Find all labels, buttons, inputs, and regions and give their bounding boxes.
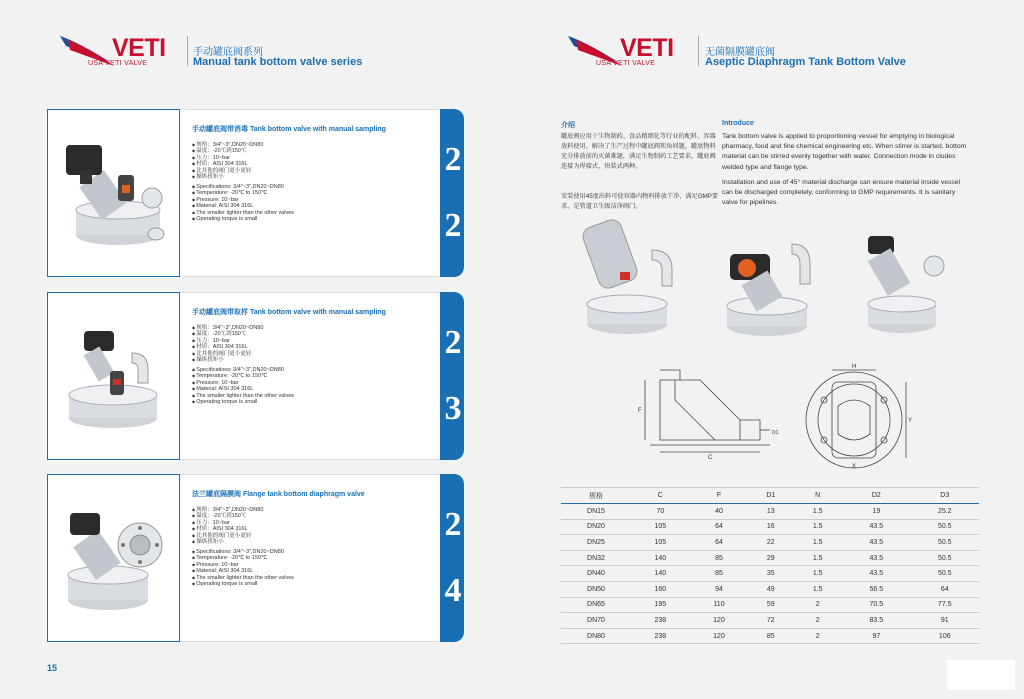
veti-logo [566,32,694,72]
aseptic-valve-handwheel-icon [727,244,810,336]
table-row [561,550,979,566]
table-cell: 1.5 [793,550,842,566]
spec-item: ◆ 材质：AISI 304 316L [192,526,263,532]
drawing-label-x: X [852,464,857,470]
table-header-cell: N [793,488,842,504]
table-row [561,613,979,629]
table-cell: 56.5 [842,581,910,597]
spec-item: ◆ Material: AISI 304 316L [192,203,294,209]
spec-item: ◆ Material: AISI 304 316L [192,386,294,392]
table-cell: 160 [631,581,690,597]
card-title: 手动罐底阀带消毒 Tank bottom valve with manual sampling [192,126,386,133]
table-row [561,581,979,597]
table-cell: 50.5 [911,535,979,551]
spec-item: ◆ 材质：AISI 304 316L [192,344,263,350]
table-header-row [561,488,979,504]
intro-cn-paragraph: 罐底阀应用于生物制药、食品精细化等行业的配料、容器放料使用。解决了生产过程中罐底阀死角问题，罐底物料充分排放前的灭菌难题，满足生物制药工艺要求，罐底阀连接为焊接式、快装式两种。 [561,133,716,170]
product-text-box [180,109,440,277]
table-header-cell: F [690,488,749,504]
table-cell: 59 [748,597,793,613]
table-cell: 1.5 [793,504,842,520]
spec-item: ◆ Temperature: -20℃ to 150℃ [192,373,294,379]
table-cell: 2 [793,628,842,644]
table-header-cell: D1 [748,488,793,504]
table-row [561,628,979,644]
logo-brand: VETI [620,34,674,62]
table-cell: DN80 [561,628,631,644]
specs-en-list [192,184,294,222]
spec-item: ◆ The smaller lighter than the other valves [192,210,294,216]
card-number-digit: 2 [444,324,462,361]
table-cell: 64 [690,519,749,535]
table-cell: 72 [748,613,793,629]
card-title: 法兰罐底隔膜阀 Flange tank bottom diaphragm valve [192,491,365,498]
drawing-label-f: F [638,408,642,414]
table-cell: 70 [631,504,690,520]
intro-cn-paragraph: 安装使用45度出料可使容器内物料排放干净，满足GMP要求，是管道卫生级洁净阀门。 [561,193,719,210]
veti-logo [58,32,186,72]
spec-item: ◆ Temperature: -20℃ to 150℃ [192,190,294,196]
table-cell: 1.5 [793,566,842,582]
intro-cn-title: 介绍 [561,122,575,129]
spec-item: ◆ 操纵扭矩小 [192,539,263,545]
table-header-cell: D2 [842,488,910,504]
spec-item: ◆ 操纵扭矩小 [192,174,263,180]
table-cell: 19 [842,504,910,520]
intro-en-paragraph: Installation and use of 45° material discharge can ensure material inside vessel can be discharged completely, conforming to GMP requirements. It is sanitary valve for pipelines. [722,179,961,207]
table-cell: DN15 [561,504,631,520]
header-title-cn: 手动罐底阀系列 [193,47,263,58]
product-card-2 [47,292,463,460]
spec-item: ◆ Material: AISI 304 316L [192,568,294,574]
table-cell: 120 [690,628,749,644]
spec-item: ◆ Specifications: 3/4"~3",DN20~DN80 [192,549,294,555]
spec-item: ◆ 规格：3/4"~3",DN20~DN80 [192,507,263,513]
specs-cn-list [192,507,263,545]
spec-table [561,487,979,644]
table-cell: 70.5 [842,597,910,613]
spec-item: ◆ 温度：-20℃到150℃ [192,148,263,154]
qr-placeholder [947,660,1015,690]
product-image-box [47,109,180,277]
table-cell: 16 [748,519,793,535]
flange-diaphragm-valve-icon [58,495,168,615]
table-row [561,519,979,535]
card-number-tab [440,109,464,277]
drawing-label-y: Y [908,418,913,424]
table-cell: 43.5 [842,519,910,535]
spec-item: ◆ 温度：-20℃到150℃ [192,331,263,337]
specs-cn-list [192,142,263,180]
table-cell: 22 [748,535,793,551]
table-cell: 97 [842,628,910,644]
product-text-box [180,292,440,460]
table-cell: 94 [690,581,749,597]
tank-valve-sampling-icon [58,313,168,433]
header-title-en: Manual tank bottom valve series [193,56,363,68]
table-cell: 106 [911,628,979,644]
aseptic-valve-pneumatic-icon [580,217,672,334]
table-cell: 50.5 [911,566,979,582]
spec-item: ◆ 压力：10~bar [192,338,263,344]
side-view-drawing [630,360,790,460]
table-cell: 43.5 [842,566,910,582]
spec-item: ◆ The smaller lighter than the other valves [192,575,294,581]
product-card-3 [47,474,463,642]
drawing-label-c: C [708,455,713,460]
card-number-tab [440,292,464,460]
table-header-cell: C [631,488,690,504]
table-cell: 29 [748,550,793,566]
spec-item: ◆ 操纵扭矩小 [192,357,263,363]
spec-item: ◆ 压力：10~bar [192,520,263,526]
table-cell: 85 [690,550,749,566]
table-cell: 43.5 [842,550,910,566]
table-body [561,504,979,644]
table-cell: 49 [748,581,793,597]
table-cell: 35 [748,566,793,582]
table-cell: 91 [911,613,979,629]
table-cell: DN70 [561,613,631,629]
table-row [561,504,979,520]
table-row [561,597,979,613]
table-header-cell: 规格 [561,488,631,504]
table-cell: 140 [631,550,690,566]
table-cell: 120 [690,613,749,629]
table-cell: DN32 [561,550,631,566]
specs-en-list [192,549,294,587]
product-photos [572,214,972,344]
table-cell: 105 [631,519,690,535]
table-row [561,535,979,551]
spec-item: ◆ Pressure: 10~bar [192,380,294,386]
spec-item: ◆ 规格：3/4"~3",DN20~DN80 [192,325,263,331]
logo-brand: VETI [112,34,166,62]
table-cell: 85 [748,628,793,644]
table-cell: 1.5 [793,535,842,551]
table-cell: 2 [793,597,842,613]
table-row [561,566,979,582]
table-cell: 25.2 [911,504,979,520]
product-image-box [47,292,180,460]
spec-item: ◆ 材质：AISI 304 316L [192,161,263,167]
page-number: 15 [47,663,58,673]
spec-item: ◆ 比其他的阀门更小更轻 [192,533,263,539]
spec-item: ◆ Pressure: 10~bar [192,562,294,568]
right-page [512,0,1024,699]
spec-item: ◆ 比其他的阀门更小更轻 [192,351,263,357]
table-cell: 1.5 [793,519,842,535]
card-number-digit: 2 [444,506,462,543]
header-divider [698,36,699,66]
table-cell: 13 [748,504,793,520]
card-number-digit: 3 [444,390,462,427]
table-cell: 50.5 [911,519,979,535]
table-cell: DN40 [561,566,631,582]
spec-item: ◆ 温度：-20℃到150℃ [192,513,263,519]
table-cell: 64 [911,581,979,597]
table-cell: 1.5 [793,581,842,597]
card-title: 手动罐底阀带取样 Tank bottom valve with manual sampling [192,309,386,316]
table-cell: 77.5 [911,597,979,613]
drawing-label-d1: D1 [772,430,779,436]
table-cell: 85 [690,566,749,582]
table-cell: DN20 [561,519,631,535]
table-cell: 64 [690,535,749,551]
spec-item: ◆ 比其他的阀门更小更轻 [192,168,263,174]
product-text-box [180,474,440,642]
tank-valve-sampling-icon [58,130,168,250]
spec-item: ◆ Temperature: -20℃ to 150℃ [192,555,294,561]
table-cell: 83.5 [842,613,910,629]
table-cell: DN65 [561,597,631,613]
card-number-digit: 4 [444,572,462,609]
table-cell: DN50 [561,581,631,597]
aseptic-valve-manual-icon [868,236,944,333]
card-number-digit: 2 [444,207,462,244]
spec-item: ◆ Operating torque is small [192,216,294,222]
table-cell: 195 [631,597,690,613]
table-cell: 43.5 [842,535,910,551]
table-cell: 238 [631,613,690,629]
header-divider [187,36,188,66]
intro-en-paragraph: Tank bottom valve is applied to proportioning vessel for emptying in biological pharmacy, food and fine chemical engineering etc. When stirrer is started, bottom material can be stirred evenly together with water. Connection mode in cludes welded type and flange type. [722,133,967,171]
table-header-cell: D3 [911,488,979,504]
intro-en-title: Introduce [722,120,754,127]
table-cell: 238 [631,628,690,644]
table-cell: 140 [631,566,690,582]
table-cell: 110 [690,597,749,613]
spec-item: ◆ The smaller lighter than the other valves [192,393,294,399]
card-number-tab [440,474,464,642]
product-card-1 [47,109,463,277]
drawing-label-h: H [852,364,857,370]
table-cell: 2 [793,613,842,629]
spec-item: ◆ 压力：10~bar [192,155,263,161]
logo-sub: USA VETI VALVE [596,60,656,67]
spec-item: ◆ Specifications: 3/4"~3",DN20~DN80 [192,367,294,373]
table-cell: 105 [631,535,690,551]
table-cell: DN25 [561,535,631,551]
spec-item: ◆ Operating torque is small [192,581,294,587]
spec-item: ◆ Specifications: 3/4"~3",DN20~DN80 [192,184,294,190]
spec-item: ◆ Pressure: 10~bar [192,197,294,203]
card-number-digit: 2 [444,141,462,178]
specs-cn-list [192,325,263,363]
product-image-box [47,474,180,642]
table-cell: 50.5 [911,550,979,566]
specs-en-list [192,367,294,405]
table-cell: 40 [690,504,749,520]
header-title-en: Aseptic Diaphragm Tank Bottom Valve [705,56,906,68]
logo-sub: USA VETI VALVE [88,60,148,67]
spec-item: ◆ Operating torque is small [192,399,294,405]
spec-item: ◆ 规格：3/4"~3",DN20~DN80 [192,142,263,148]
top-view-drawing [794,360,924,470]
header-title-cn: 无菌隔膜罐底阀 [705,47,775,58]
